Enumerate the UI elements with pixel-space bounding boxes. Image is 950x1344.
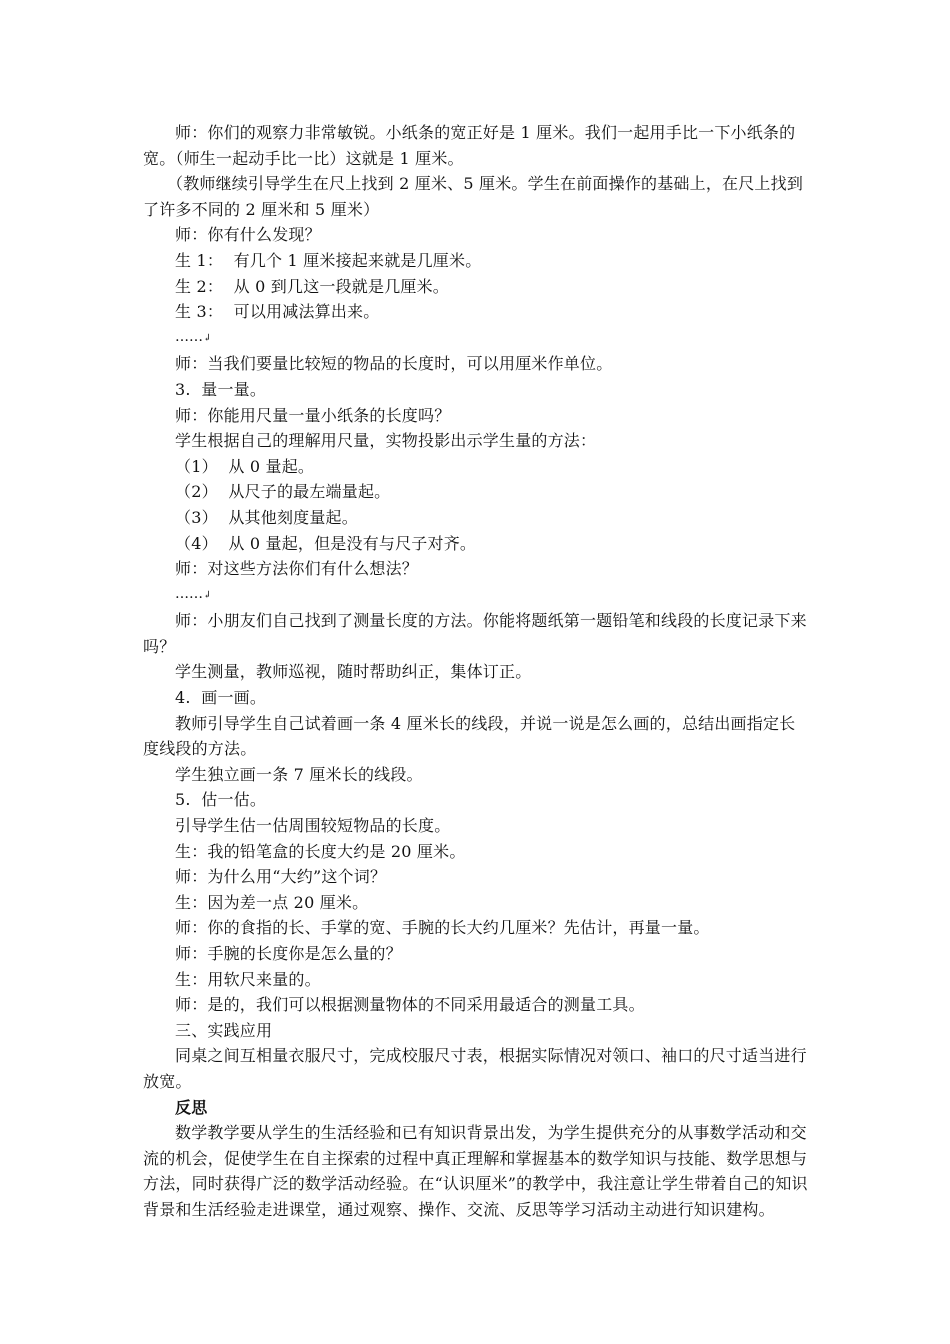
- ellipsis-text: ……: [175, 585, 203, 602]
- paragraph-mark-icon: ↲: [203, 332, 212, 344]
- paragraph: 师：你能用尺量一量小纸条的长度吗？: [175, 405, 451, 425]
- paragraph: 师：你们的观察力非常敏锐。小纸条的宽正好是 1 厘米。我们一起用手比一下小纸条的宽。（师生一起动手比一比）这就是 1 厘米。: [143, 123, 796, 168]
- paragraph: 生 2： 从 0 到几这一段就是几厘米。: [175, 276, 449, 296]
- paragraph: 师：对这些方法你们有什么想法？: [175, 559, 419, 579]
- paragraph: 师：手腕的长度你是怎么量的？: [175, 944, 402, 963]
- ellipsis-line: [143, 325, 811, 352]
- paragraph: （2） 从尺子的最左端量起。: [175, 482, 391, 502]
- paragraph: 师：你的食指的长、手掌的宽、手腕的长大约几厘米？先估计，再量一量。: [175, 918, 710, 938]
- paragraph: 3. 量一量。: [175, 379, 267, 399]
- paragraph: 教师引导学生自己试着画一条 4 厘米长的线段，并说一说是怎么画的，总结出画指定长度线段的方法。: [143, 713, 796, 759]
- paragraph: 同桌之间互相量衣服尺寸，完成校服尺寸表，根据实际情况对领口、袖口的尺寸适当进行放宽。: [143, 1046, 807, 1091]
- paragraph: 师：是的，我们可以根据测量物体的不同采用最适合的测量工具。: [175, 995, 645, 1015]
- ellipsis-text: ……: [175, 328, 203, 345]
- paragraph: 师：你有什么发现？: [175, 225, 321, 245]
- paragraph: 学生测量，教师巡视，随时帮助纠正，集体订正。: [175, 662, 532, 682]
- document-page: [143, 120, 811, 1223]
- paragraph: 师：小朋友们自己找到了测量长度的方法。你能将题纸第一题铅笔和线段的长度记录下来吗？: [143, 611, 807, 656]
- paragraph: 生：用软尺来量的。: [175, 969, 321, 989]
- paragraph: 学生根据自己的理解用尺量，实物投影出示学生量的方法：: [175, 431, 597, 451]
- paragraph: 引导学生估一估周围较短物品的长度。: [175, 816, 451, 836]
- paragraph: 三、实践应用: [175, 1020, 273, 1040]
- paragraph: 生 1： 有几个 1 厘米接起来就是几厘米。: [175, 250, 482, 270]
- paragraph: 生 3： 可以用减法算出来。: [175, 302, 380, 322]
- paragraph: 生：因为差一点 20 厘米。: [175, 892, 369, 912]
- paragraph: 生：我的铅笔盒的长度大约是 20 厘米。: [175, 841, 466, 861]
- paragraph-mark-icon: ↲: [203, 589, 212, 601]
- paragraph: 师：为什么用“大约”这个词？: [175, 867, 387, 887]
- ellipsis-line: [143, 582, 811, 609]
- paragraph: 4. 画一画。: [175, 688, 267, 708]
- paragraph: 数学教学要从学生的生活经验和已有知识背景出发，为学生提供充分的从事数学活动和交流的机会，促使学生在自主探索的过程中真正理解和掌握基本的数学知识与技能、数学思想与方法，同时获得广泛的数学活动经验。在“认识厘米”的教学中，我注意让学生带着自己的知识背景和生活经验走进课堂，通过观察、操作、交流、反思等学习活动主动进行知识建构。: [143, 1123, 808, 1219]
- paragraph: 师：当我们要量比较短的物品的长度时，可以用厘米作单位。: [175, 354, 613, 374]
- paragraph: （3） 从其他刻度量起。: [175, 507, 358, 527]
- paragraph: （4） 从 0 量起，但是没有与尺子对齐。: [175, 533, 477, 553]
- paragraph: 学生独立画一条 7 厘米长的线段。: [175, 764, 423, 784]
- section-heading: 反思: [175, 1097, 208, 1117]
- paragraph: （1） 从 0 量起。: [175, 456, 315, 476]
- paragraph: （教师继续引导学生在尺上找到 2 厘米、5 厘米。学生在前面操作的基础上，在尺上找到了许多不同的 2 厘米和 5 厘米）: [143, 174, 804, 219]
- paragraph: 5. 估一估。: [175, 790, 267, 810]
